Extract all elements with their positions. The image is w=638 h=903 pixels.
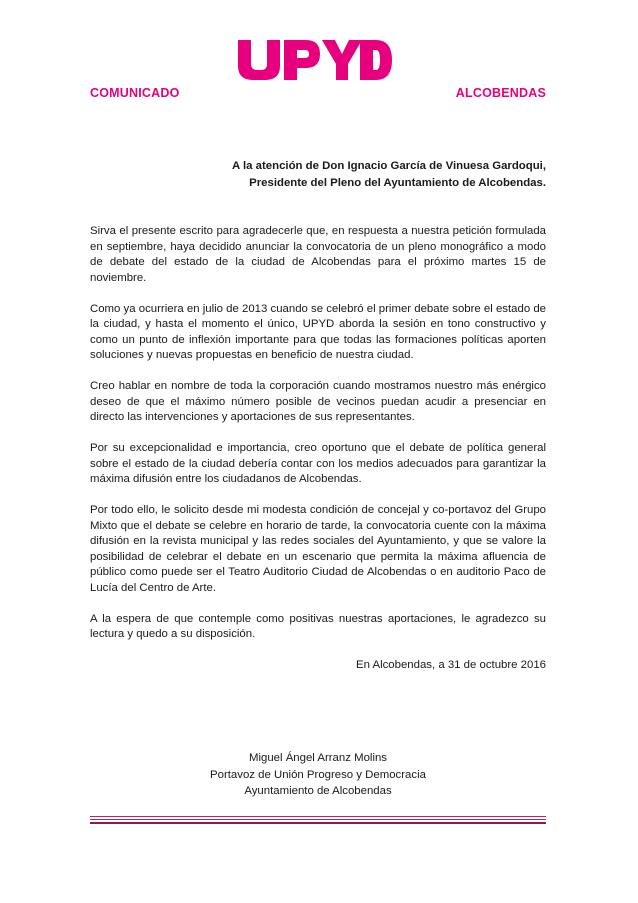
paragraph: Sirva el presente escrito para agradecerle que, en respuesta a nuestra petición formulada en septiembre, haya decidido anunciar la convocatoria de un pleno monográfico a modo de debate del estado de la ciudad de Alcobendas para el próximo martes 15 de noviembre.	[90, 225, 546, 284]
upyd-logo	[236, 38, 394, 82]
signature-org: Ayuntamiento de Alcobendas	[244, 785, 392, 797]
paragraph: A la espera de que contemple como positivas nuestras aportaciones, le agradezco su lectura y quedo a su disposición.	[90, 612, 546, 641]
paragraph: Como ya ocurriera en julio de 2013 cuando se celebró el primer debate sobre el estado de la ciudad, y hasta el momento el único, UPYD aborda la sesión en tono constructivo y como un punto de inflexión importante para que todas las formaciones políticas aporten soluciones y nuevas propuestas en beneficio de nuestra ciudad.	[90, 302, 546, 362]
footer-rule	[90, 819, 546, 820]
paragraph: Creo hablar en nombre de toda la corporación cuando mostramos nuestro más enérgico deseo de que el máximo número posible de vecinos puedan acudir a presenciar en directo las intervenciones y aportaciones de sus representantes.	[90, 380, 546, 424]
header-left-label: COMUNICADO	[90, 86, 180, 100]
signature-name: Miguel Ángel Arranz Molins	[248, 752, 388, 764]
paragraph: Por todo ello, le solicito desde mi modesta condición de concejal y co-portavoz del Grupo Mixto que el debate se celebre en horario de tarde, la convocatoria cuente con la máxima difusión en la revista municipal y las redes sociales del Ayuntamiento, y que se valore la posibilidad de celebrar el debate en un escenario que permita la máxima afluencia de público como puede ser el Teatro Auditorio Ciudad de Alcobendas o en auditorio Paco de Lucía del Centro de Arte.	[90, 504, 546, 595]
addressee-line-2: Presidente del Pleno del Ayuntamiento de Alcobendas.	[249, 177, 546, 189]
addressee-line-1: A la atención de Don Ignacio García de Vinuesa Gardoqui,	[232, 160, 546, 172]
header-right-label: ALCOBENDAS	[455, 86, 546, 100]
date-line: En Alcobendas, a 31 de octubre 2016	[356, 659, 546, 671]
signature-role: Portavoz de Unión Progreso y Democracia	[210, 768, 426, 781]
paragraph: Por su excepcionalidad e importancia, creo oportuno que el debate de política general sobre el estado de la ciudad debería contar con los medios adecuados para garantizar la máxima difusión entre los ciudadanos de Alcobendas.	[90, 442, 546, 486]
footer-rule	[90, 822, 546, 824]
letter-body	[90, 224, 546, 655]
footer-rule	[90, 816, 546, 817]
addressee-block	[90, 158, 546, 192]
signature-block	[90, 750, 546, 800]
